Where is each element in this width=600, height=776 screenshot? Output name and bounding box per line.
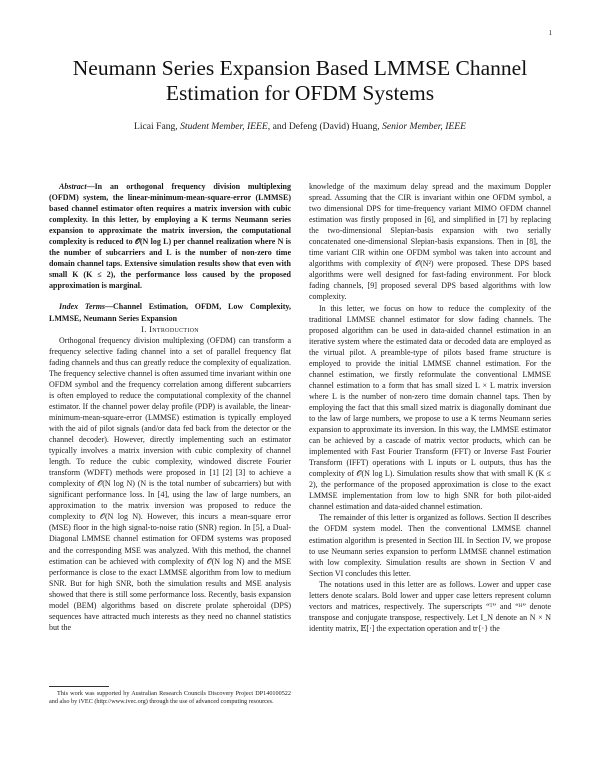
author-role: Senior Member, IEEE	[382, 121, 466, 132]
author-name: Licai Fang,	[134, 121, 181, 132]
author-role: Student Member, IEEE,	[180, 121, 271, 132]
author-name: and Defeng (David) Huang,	[270, 121, 383, 132]
left-column	[49, 181, 291, 633]
body-paragraph: knowledge of the maximum delay spread and the maximum Doppler spread. Assuming that the CIR is invariant within one OFDM symbol, a two dimensional DPS for time-frequency variant MIMO OFDM channel estimation was firstly proposed in [6], and simplified in [7] by replacing the two-dimensional Slepian-basis expansion with two serially concatenated one-dimensional Slepian-basis expansions. Then in [8], the time variant CIR within one OFDM symbol was taken into account and algorithms with complexity of 𝒪(N²) were proposed. These DPS based algorithms were well designed for fast-fading environment. For block fading channels, [9] proposed several DPS based algorithms with low complexity.	[309, 182, 551, 302]
footnote: This work was supported by Australian Research Councils Discovery Project DP140100522 and also by iVEC (http://www.ivec.org) through the use of advanced computing resources.	[49, 690, 291, 706]
index-terms	[49, 301, 291, 323]
index-terms-text: —Channel Estimation, OFDM, Low Complexity, LMMSE, Neumann Series Expansion	[49, 302, 291, 323]
right-column	[309, 181, 551, 634]
abstract-text: —In an orthogonal frequency division multiplexing (OFDM) system, the linear-minimum-mean-square-error (LMMSE) based channel estimator often requires a matrix inversion with cubic complexity. In this letter, by employing a K terms Neumann series expansion to approximate the matrix inversion, the computational complexity is reduced to 𝒪(N log L) per channel realization where N is the number of subcarriers and L is the number of non-zero time domain channel taps. Extensive simulation results show that even with small K (K ≤ 2), the performance loss caused by the proposed approximation is marginal.	[49, 182, 291, 291]
footnote-divider	[49, 686, 109, 687]
body-paragraph: The notations used in this letter are as follows. Lower and upper case letters denote scalars. Bold lower and upper case letters represent column vectors and matrices, respectively. The superscripts “ᵀ” and “ᴴ” denote transpose and conjugate transpose, respectively. Let I_N denote an N × N identity matrix, 𝔼[·] the expectation operation and tr{·} the	[309, 579, 551, 633]
body-paragraph: The remainder of this letter is organized as follows. Section II describes the OFDM system model. Then the conventional LMMSE channel estimation algorithm is presented in Section III. In Section IV, we propose to use Neumann series expansion to perform LMMSE channel estimation with low complexity. Simulation results are shown in Section V and Section VI concludes this letter.	[309, 513, 551, 578]
body-paragraph: In this letter, we focus on how to reduce the complexity of the traditional LMMSE channel estimator for slow fading channels. The proposed algorithm can be used in data-aided channel estimation in an iterative system where the estimated data or decoded data are employed as the virtual pilot. A preamble-type of pilots based frame structure is employed to provide the initial LMMSE channel estimation. For the channel estimation, we firstly reformulate the conventional LMMSE channel estimation to a form that has small sized L × L matrix inversion where L is the number of non-zero time domain channel taps. Then by employing the fact that this small sized matrix is diagonally dominant due to the law of large numbers, we propose to use a K terms Neumann series expansion to approximate its inversion. In this way, the LMMSE estimator can be achieved by a cascade of matrix vector products, which can be implemented with Fast Fourier Transform (FFT) or Inverse Fast Fourier Transform (IFFT) operations with L inputs or L outputs, thus has the complexity of 𝒪(N log L). Simulation results show that with small K (K ≤ 2), the performance of the proposed approximation is close to the exact LMMSE implementation from low to high SNR for both pilot-aided channel estimation and data-aided channel estimation.	[309, 303, 551, 512]
abstract	[49, 181, 291, 291]
body-paragraph: Orthogonal frequency division multiplexing (OFDM) can transform a frequency selective fading channel into a set of parallel frequency flat fading channels and thus can greatly reduce the complexity of equalization. The frequency selective channel is often assumed time invariant within one OFDM symbol and the frequency correlation among different subcarriers is often employed to reduce the computational complexity of the channel estimator. If the channel power delay profile (PDP) is available, the linear-minimum-mean-square-error (LMMSE) estimation is typically employed with the aid of pilot signals (and/or data fed back from the detector or the channel decoder). However, directly implementing such an estimator typically involves a matrix inversion with cubic complexity of channel length. To reduce the cubic complexity, windowed discrete Fourier transform (WDFT) methods were proposed in [1] [2] [3] to achieve a complexity of 𝒪(N log N) (N is the total number of subcarriers) but with significant performance loss. In [4], using the law of large numbers, an approximation to the matrix inversion was proposed to reduce the complexity to 𝒪(N log N). However, this incurs a mean-square error (MSE) floor in the high signal-to-noise ratio (SNR) region. In [5], a Dual-Diagonal LMMSE channel estimation for OFDM systems was proposed and the corresponding MSE was analyzed. With this method, the channel estimation can be achieved with complexity of 𝒪(N log N) and the MSE performance is close to the exact LMMSE algorithm from low to medium SNR. But for high SNR, both the simulation results and MSE analysis showed that there is still some performance loss. Recently, basis expansion model (BEM) algorithms based on discrete prolate spheroidal (DPS) sequences have attracted much interests as they need no channel statistics but the	[49, 335, 291, 632]
author-line	[40, 121, 560, 132]
section-heading: I. Introduction	[141, 323, 199, 334]
index-terms-label: Index Terms	[59, 302, 106, 312]
abstract-label: Abstract	[59, 182, 87, 191]
paper-title: Neumann Series Expansion Based LMMSE Channel Estimation for OFDM Systems	[72, 56, 528, 105]
page-number: 1	[548, 29, 552, 37]
